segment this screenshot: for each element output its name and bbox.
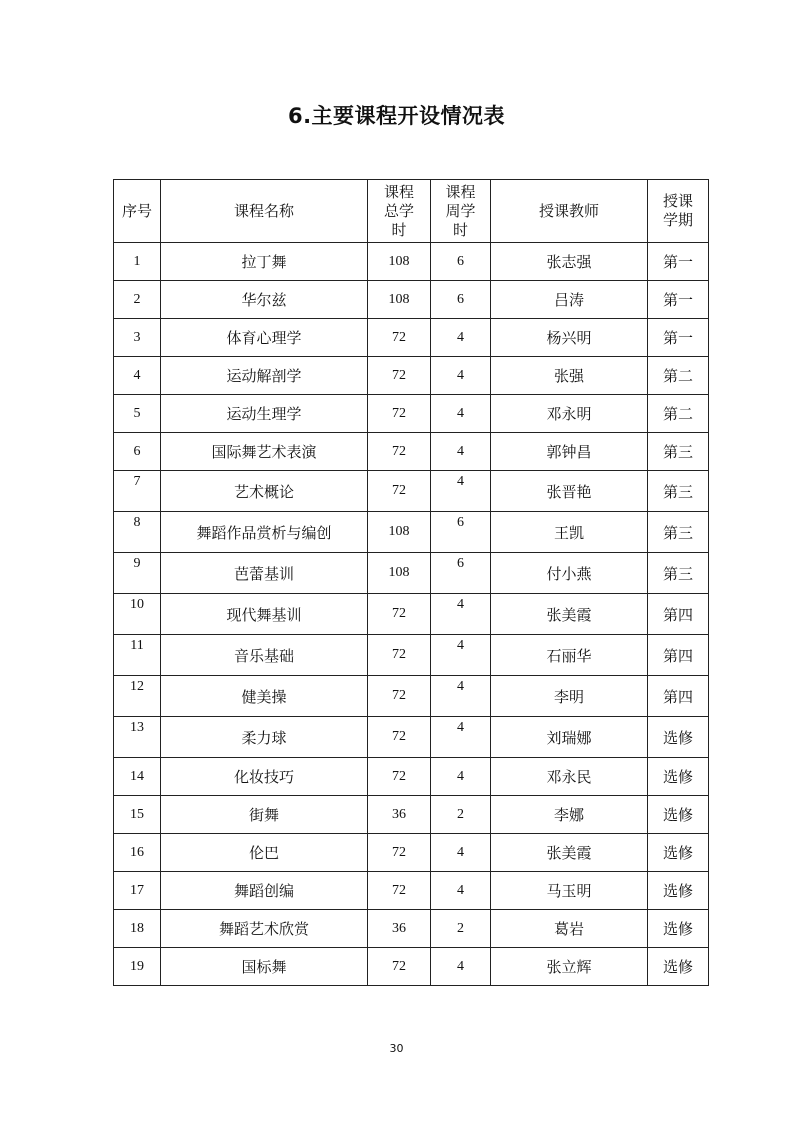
cell-index: 16 [114,834,161,872]
cell-course-name: 国际舞艺术表演 [161,433,368,471]
page-number: 30 [389,1042,404,1055]
cell-weekly-hours: 4 [431,395,491,433]
cell-course-name: 舞蹈艺术欣赏 [161,910,368,948]
cell-term: 第四 [648,635,709,676]
cell-total-hours: 72 [368,433,431,471]
cell-term: 选修 [648,910,709,948]
table-row [114,281,709,319]
cell-teacher: 张美霞 [491,594,648,635]
header-term: 授课 学期 [648,180,709,243]
cell-term: 选修 [648,717,709,758]
header-teacher: 授课教师 [491,180,648,243]
cell-index: 6 [114,433,161,471]
cell-index: 11 [114,635,161,676]
cell-term: 第三 [648,433,709,471]
cell-term: 第一 [648,281,709,319]
cell-total-hours: 72 [368,395,431,433]
cell-course-name: 伦巴 [161,834,368,872]
cell-course-name: 现代舞基训 [161,594,368,635]
cell-total-hours: 72 [368,594,431,635]
cell-total-hours: 72 [368,676,431,717]
cell-teacher: 马玉明 [491,872,648,910]
cell-index: 8 [114,512,161,553]
table-row [114,594,709,635]
cell-weekly-hours: 4 [431,758,491,796]
cell-total-hours: 72 [368,758,431,796]
cell-weekly-hours: 4 [431,319,491,357]
cell-term: 第二 [648,395,709,433]
cell-course-name: 运动生理学 [161,395,368,433]
cell-course-name: 舞蹈创编 [161,872,368,910]
cell-weekly-hours: 2 [431,910,491,948]
cell-course-name: 拉丁舞 [161,243,368,281]
cell-teacher: 吕涛 [491,281,648,319]
cell-total-hours: 36 [368,796,431,834]
cell-course-name: 体育心理学 [161,319,368,357]
cell-course-name: 街舞 [161,796,368,834]
cell-course-name: 化妆技巧 [161,758,368,796]
cell-weekly-hours: 4 [431,717,491,758]
table-row [114,948,709,986]
cell-total-hours: 108 [368,512,431,553]
table-row [114,796,709,834]
cell-course-name: 音乐基础 [161,635,368,676]
cell-course-name: 华尔兹 [161,281,368,319]
table-row [114,717,709,758]
cell-index: 17 [114,872,161,910]
cell-total-hours: 72 [368,319,431,357]
cell-weekly-hours: 6 [431,512,491,553]
table-body [114,243,709,986]
table-row [114,395,709,433]
cell-term: 第四 [648,594,709,635]
cell-teacher: 王凯 [491,512,648,553]
cell-course-name: 艺术概论 [161,471,368,512]
cell-weekly-hours: 4 [431,471,491,512]
cell-weekly-hours: 6 [431,553,491,594]
cell-term: 第三 [648,512,709,553]
cell-total-hours: 72 [368,872,431,910]
course-table [113,179,709,986]
table-row [114,910,709,948]
cell-course-name: 柔力球 [161,717,368,758]
cell-weekly-hours: 4 [431,357,491,395]
table-row [114,319,709,357]
cell-term: 选修 [648,796,709,834]
cell-course-name: 运动解剖学 [161,357,368,395]
cell-teacher: 石丽华 [491,635,648,676]
cell-teacher: 张强 [491,357,648,395]
cell-index: 18 [114,910,161,948]
cell-term: 第三 [648,471,709,512]
page-title: 6.主要课程开设情况表 [287,104,506,128]
cell-weekly-hours: 4 [431,594,491,635]
cell-total-hours: 72 [368,471,431,512]
cell-weekly-hours: 6 [431,243,491,281]
cell-teacher: 郭钟昌 [491,433,648,471]
cell-total-hours: 108 [368,553,431,594]
cell-term: 第一 [648,319,709,357]
cell-total-hours: 72 [368,717,431,758]
cell-index: 4 [114,357,161,395]
cell-index: 12 [114,676,161,717]
cell-teacher: 刘瑞娜 [491,717,648,758]
cell-teacher: 邓永明 [491,395,648,433]
header-course-name: 课程名称 [161,180,368,243]
cell-course-name: 舞蹈作品赏析与编创 [161,512,368,553]
cell-teacher: 付小燕 [491,553,648,594]
table-row [114,676,709,717]
cell-total-hours: 36 [368,910,431,948]
cell-term: 选修 [648,758,709,796]
cell-total-hours: 72 [368,834,431,872]
table-row [114,635,709,676]
cell-index: 3 [114,319,161,357]
table-row [114,834,709,872]
header-index: 序号 [114,180,161,243]
table-row [114,433,709,471]
table-row [114,243,709,281]
cell-teacher: 李明 [491,676,648,717]
cell-total-hours: 72 [368,635,431,676]
cell-total-hours: 72 [368,948,431,986]
table-row [114,758,709,796]
cell-index: 9 [114,553,161,594]
cell-total-hours: 108 [368,281,431,319]
cell-index: 7 [114,471,161,512]
cell-index: 2 [114,281,161,319]
cell-term: 第一 [648,243,709,281]
cell-weekly-hours: 6 [431,281,491,319]
cell-teacher: 葛岩 [491,910,648,948]
table-row [114,471,709,512]
table-row [114,553,709,594]
cell-course-name: 芭蕾基训 [161,553,368,594]
cell-weekly-hours: 2 [431,796,491,834]
cell-teacher: 张美霞 [491,834,648,872]
cell-term: 第三 [648,553,709,594]
cell-index: 19 [114,948,161,986]
cell-teacher: 张志强 [491,243,648,281]
cell-weekly-hours: 4 [431,635,491,676]
cell-term: 选修 [648,948,709,986]
cell-index: 5 [114,395,161,433]
cell-weekly-hours: 4 [431,433,491,471]
cell-teacher: 邓永民 [491,758,648,796]
header-weekly-hours: 课程 周学 时 [431,180,491,243]
cell-index: 10 [114,594,161,635]
cell-teacher: 张立辉 [491,948,648,986]
cell-weekly-hours: 4 [431,948,491,986]
table-row [114,512,709,553]
cell-weekly-hours: 4 [431,834,491,872]
cell-total-hours: 72 [368,357,431,395]
cell-course-name: 健美操 [161,676,368,717]
table-row [114,872,709,910]
cell-term: 选修 [648,834,709,872]
cell-weekly-hours: 4 [431,676,491,717]
cell-teacher: 张晋艳 [491,471,648,512]
table-header-row [114,180,709,243]
cell-index: 1 [114,243,161,281]
cell-index: 14 [114,758,161,796]
table-row [114,357,709,395]
cell-index: 15 [114,796,161,834]
cell-course-name: 国标舞 [161,948,368,986]
cell-index: 13 [114,717,161,758]
cell-teacher: 杨兴明 [491,319,648,357]
cell-total-hours: 108 [368,243,431,281]
cell-term: 第四 [648,676,709,717]
cell-teacher: 李娜 [491,796,648,834]
cell-weekly-hours: 4 [431,872,491,910]
cell-term: 选修 [648,872,709,910]
header-total-hours: 课程 总学 时 [368,180,431,243]
cell-term: 第二 [648,357,709,395]
